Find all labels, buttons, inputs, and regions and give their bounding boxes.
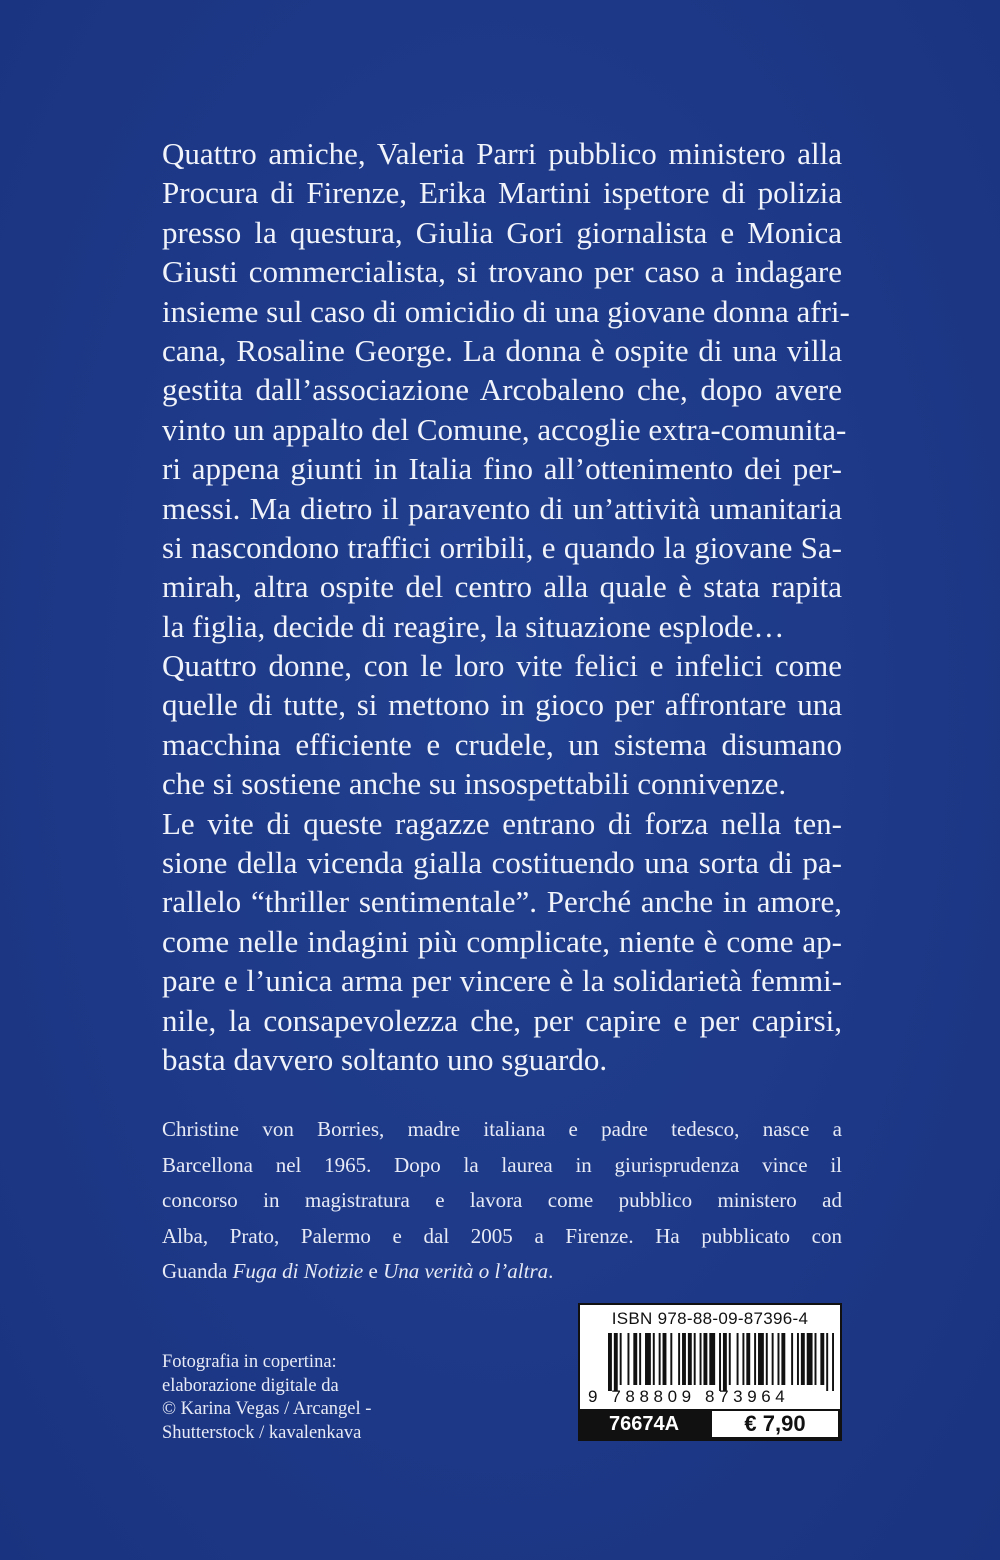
barcode-bar bbox=[703, 1333, 707, 1385]
barcode-bar bbox=[737, 1333, 739, 1385]
blurb-line: Quattro amiche, Valeria Parri pubblico ministero alla bbox=[162, 136, 842, 171]
barcode-bars bbox=[608, 1333, 834, 1391]
barcode-bar bbox=[633, 1333, 637, 1385]
barcode-bar bbox=[815, 1333, 817, 1385]
barcode-bar bbox=[746, 1333, 750, 1385]
blurb-line: ri appena giunti in Italia fino all’ottenimento dei per- bbox=[162, 451, 842, 487]
blurb-line: quelle di tutte, si mettono in gioco per affrontare una bbox=[162, 687, 842, 723]
blurb-line: cana, Rosaline George. La donna è ospite di una villa bbox=[162, 332, 842, 368]
product-code: 76674A bbox=[608, 1412, 680, 1435]
barcode-bar bbox=[723, 1333, 727, 1391]
barcode-bar bbox=[832, 1333, 834, 1391]
bio-line: Alba, Prato, Palermo e dal 2005 a Firenze. Ha pubblicato con bbox=[162, 1223, 842, 1248]
barcode-bar bbox=[826, 1333, 828, 1391]
blurb-line: pare e l’unica arma per vincere è la solidarietà femmi- bbox=[162, 963, 842, 999]
blurb-line: Quattro donne, con le loro vite felici e infelici come bbox=[162, 648, 842, 684]
barcode-bar bbox=[639, 1333, 641, 1385]
barcode-bar bbox=[682, 1333, 686, 1385]
blurb-text bbox=[162, 134, 850, 1079]
barcode-bar bbox=[778, 1333, 780, 1385]
barcode-bar bbox=[791, 1333, 793, 1385]
barcode-bar bbox=[742, 1333, 744, 1385]
blurb-line: si nascondono traffici orribili, e quando la giovane Sa- bbox=[162, 529, 842, 565]
barcode-bar bbox=[807, 1333, 813, 1385]
blurb-line: presso la questura, Giulia Gori giornalista e Monica bbox=[162, 214, 842, 250]
barcode-bar bbox=[627, 1333, 629, 1385]
barcode-bar bbox=[659, 1333, 661, 1385]
bio-line-publications bbox=[162, 1254, 842, 1290]
blurb-line: Procura di Firenze, Erika Martini ispettore di polizia bbox=[162, 175, 842, 211]
blurb-line: rallelo “thriller sentimentale”. Perché anche in amore, bbox=[162, 884, 842, 920]
credit-line: Fotografia in copertina: bbox=[162, 1352, 337, 1372]
bio-end-period: . bbox=[548, 1259, 554, 1284]
book-title-1: Fuga di Notizie bbox=[232, 1259, 364, 1284]
blurb-line: gestita dall’associazione Arcobaleno che, dopo avere bbox=[162, 372, 842, 408]
blurb-line: macchina efficiente e crudele, un sistema disumano bbox=[162, 726, 842, 762]
barcode-bar bbox=[797, 1333, 799, 1385]
barcode-digits: 9 788809 873964 bbox=[588, 1387, 790, 1406]
bio-line: concorso in magistratura e lavora come pubblico ministero ad bbox=[162, 1188, 842, 1213]
bio-publisher-text: Guanda bbox=[162, 1259, 233, 1284]
barcode-bar bbox=[772, 1333, 774, 1385]
blurb-line: Giusti commercialista, si trovano per caso a indagare bbox=[162, 254, 842, 290]
blurb-line: messi. Ma dietro il paravento di un’attività umanitaria bbox=[162, 490, 842, 526]
barcode-bar bbox=[663, 1333, 667, 1385]
barcode-bar bbox=[620, 1333, 622, 1385]
credit-line: Shutterstock / kavalenkava bbox=[162, 1422, 362, 1443]
barcode-bar bbox=[729, 1333, 731, 1385]
barcode-bar bbox=[694, 1333, 696, 1385]
barcode-bar bbox=[608, 1333, 612, 1391]
price-strip bbox=[580, 1409, 840, 1439]
isbn-number: ISBN 978-88-09-87396-4 bbox=[611, 1309, 809, 1328]
barcode-bar bbox=[653, 1333, 655, 1385]
barcode-bar bbox=[766, 1333, 768, 1385]
blurb-line: nile, la consapevolezza che, per capire e per capirsi, bbox=[162, 1002, 842, 1038]
barcode-bar bbox=[719, 1333, 721, 1391]
blurb-line: la figlia, decide di reagire, la situazione esplode… bbox=[162, 608, 785, 644]
barcode-bar bbox=[614, 1333, 618, 1391]
credit-line: elaborazione digitale da bbox=[162, 1375, 339, 1396]
blurb-line: che si sostiene anche su insospettabili connivenze. bbox=[162, 766, 787, 802]
credit-line: © Karina Vegas / Arcangel - bbox=[162, 1399, 372, 1419]
barcode-bar bbox=[688, 1333, 692, 1385]
barcode-bar bbox=[709, 1333, 715, 1385]
blurb-line: come nelle indagini più complicate, niente è come ap- bbox=[162, 923, 842, 959]
barcode-bar bbox=[820, 1333, 824, 1385]
blurb-line: insieme sul caso di omicidio di una giovane donna afri- bbox=[162, 293, 850, 329]
isbn-barcode-label bbox=[578, 1303, 842, 1441]
blurb-line: vinto un appalto del Comune, accoglie extra-comunita- bbox=[162, 411, 847, 447]
book-title-2: Una verità o l’altra bbox=[383, 1259, 549, 1284]
barcode-bar bbox=[781, 1333, 785, 1385]
barcode-bar bbox=[801, 1333, 805, 1385]
blurb-line: mirah, altra ospite del centro alla quale è stata rapita bbox=[162, 569, 842, 605]
barcode-bar bbox=[754, 1333, 756, 1385]
blurb-line: Le vite di queste ragazze entrano di forza nella ten- bbox=[162, 805, 842, 841]
barcode-bar bbox=[670, 1333, 672, 1385]
author-bio bbox=[162, 1112, 842, 1290]
blurb-line: sione della vicenda gialla costituendo una sorta di pa- bbox=[162, 845, 842, 881]
bio-line: Christine von Borries, madre italiana e padre tedesco, nasce a bbox=[162, 1117, 842, 1141]
barcode-bar bbox=[678, 1333, 680, 1385]
barcode-bar bbox=[700, 1333, 702, 1385]
price: € 7,90 bbox=[712, 1411, 838, 1437]
bio-line: Barcellona nel 1965. Dopo la laurea in giurisprudenza vince il bbox=[162, 1152, 842, 1177]
barcode-bar bbox=[758, 1333, 764, 1385]
cover-photo-credits bbox=[162, 1351, 462, 1445]
barcode-bar bbox=[645, 1333, 651, 1385]
bio-joiner: e bbox=[363, 1259, 384, 1284]
blurb-line: basta davvero soltanto uno sguardo. bbox=[162, 1041, 608, 1077]
